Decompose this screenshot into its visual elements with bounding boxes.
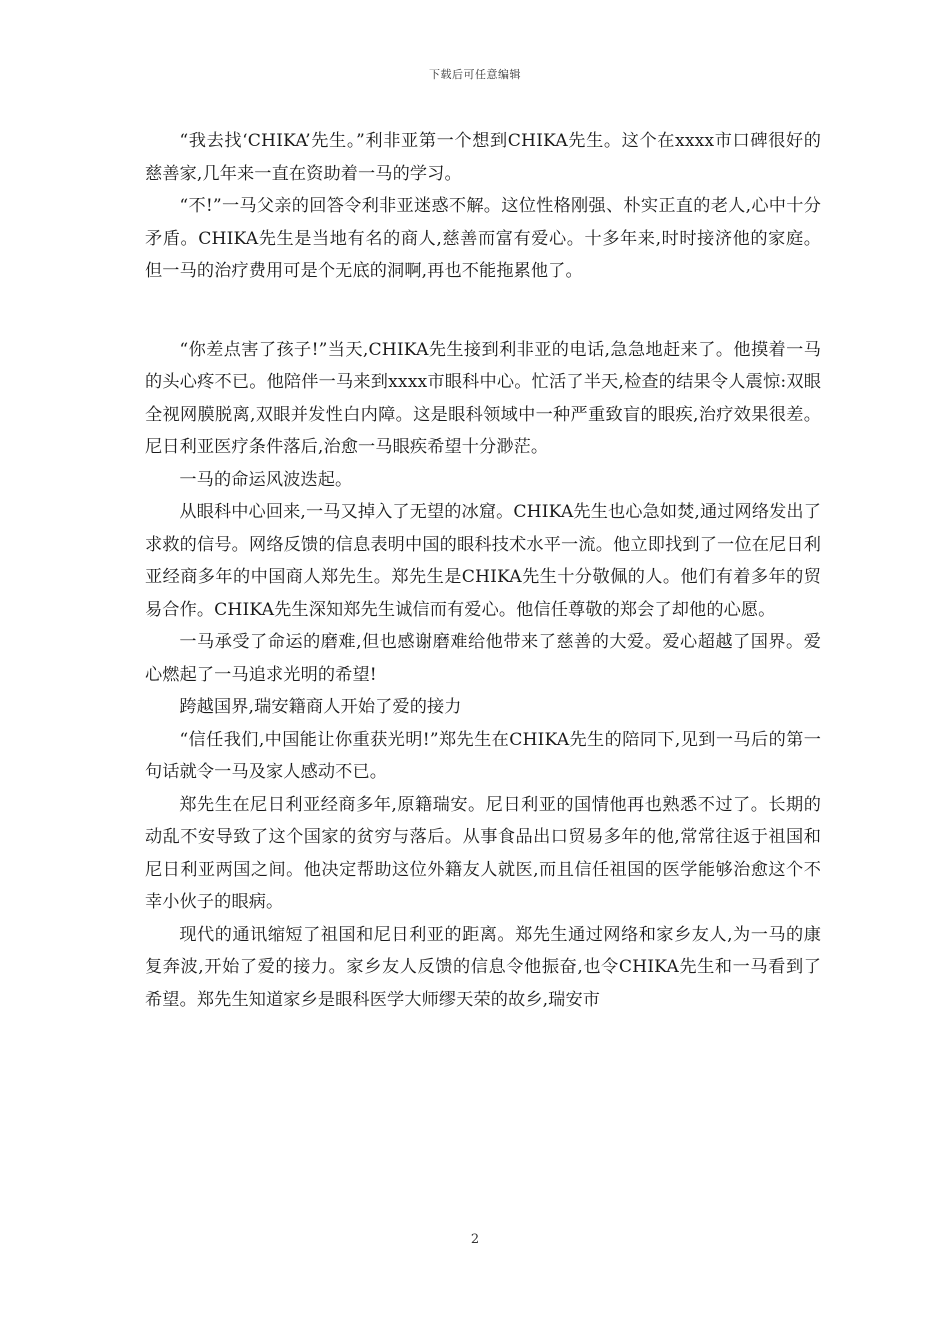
paragraph-4: 一马的命运风波迭起。 <box>179 469 353 490</box>
paragraph-8: 郑先生在尼日利亚经商多年,原籍瑞安。尼日利亚的国情他再也熟悉不过了。长期的动乱不安导致了这个国家的贫穷与落后。从事食品出口贸易多年的他,常常往返于祖国和尼日利亚两国之间。他决定帮助这位外籍友人就医,而且信任祖国的医学能够治愈这个不幸小伙子的眼病。 <box>145 794 821 912</box>
paragraph-3: “你差点害了孩子!”当天,CHIKA先生接到利非亚的电话,急急地赶来了。他摸着一马的头心疼不已。他陪伴一马来到xxxx市眼科中心。忙活了半天,检查的结果令人震惊:双眼全视网膜脱离,双眼并发性白内障。这是眼科领域中一种严重致盲的眼疾,治疗效果很差。尼日利亚医疗条件落后,治愈一马眼疾希望十分渺茫。 <box>145 339 821 457</box>
page-number: 2 <box>470 1232 480 1247</box>
section-heading: 跨越国界,瑞安籍商人开始了爱的接力 <box>179 697 462 717</box>
page-header: 下载后可任意编辑 <box>429 68 521 81</box>
paragraph-1: “我去找‘CHIKA’先生。”利非亚第一个想到CHIKA先生。这个在xxxx市口碑很好的慈善家,几年来一直在资助着一马的学习。 <box>145 131 821 184</box>
paragraph-7: “信任我们,中国能让你重获光明!”郑先生在CHIKA先生的陪同下,见到一马后的第一句话就令一马及家人感动不已。 <box>145 729 821 782</box>
paragraph-5: 从眼科中心回来,一马又掉入了无望的冰窟。CHIKA先生也心急如焚,通过网络发出了求救的信号。网络反馈的信息表明中国的眼科技术水平一流。他立即找到了一位在尼日利亚经商多年的中国商人郑先生。郑先生是CHIKA先生十分敬佩的人。他们有着多年的贸易合作。CHIKA先生深知郑先生诚信而有爱心。他信任尊敬的郑会了却他的心愿。 <box>145 502 821 620</box>
paragraph-6: 一马承受了命运的磨难,但也感谢磨难给他带来了慈善的大爱。爱心超越了国界。爱心燃起了一马追求光明的希望! <box>145 632 821 685</box>
paragraph-9: 现代的通讯缩短了祖国和尼日利亚的距离。郑先生通过网络和家乡友人,为一马的康复奔波,开始了爱的接力。家乡友人反馈的信息令他振奋,也令CHIKA先生和一马看到了希望。郑先生知道家乡是眼科医学大师缪天荣的故乡,瑞安市 <box>145 924 821 1010</box>
document-body <box>145 125 821 1016</box>
paragraph-2: “不!”一马父亲的回答令利非亚迷惑不解。这位性格刚强、朴实正直的老人,心中十分矛盾。CHIKA先生是当地有名的商人,慈善而富有爱心。十多年来,时时接济他的家庭。但一马的治疗费用可是个无底的洞啊,再也不能拖累他了。 <box>145 196 821 281</box>
